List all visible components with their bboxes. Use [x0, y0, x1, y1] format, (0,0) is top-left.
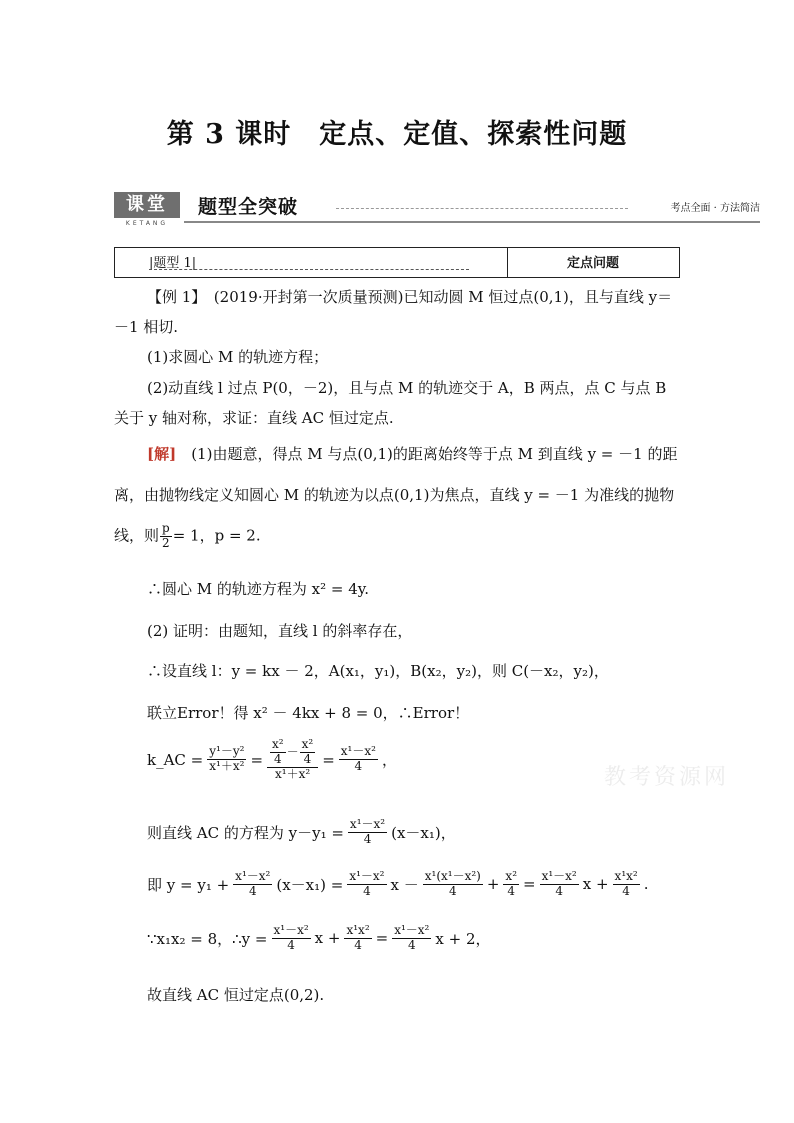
fraction-numerator: x¹x² — [614, 869, 638, 883]
fraction-numerator: x² — [272, 737, 284, 751]
fraction-p-over-2 — [160, 522, 172, 551]
since-equation — [147, 924, 490, 953]
fraction-denominator: 4 — [507, 883, 516, 898]
slope-fraction-1 — [207, 745, 246, 774]
example-line-2: －1 相切. — [114, 318, 179, 336]
fraction-numerator: x¹－x² — [235, 869, 271, 883]
slope-fraction-3 — [339, 745, 378, 774]
fraction-numerator: x¹－x² — [340, 744, 376, 759]
fraction-numerator: x¹(x¹－x²) — [424, 869, 481, 883]
watermark: 教考资源网 — [604, 765, 730, 790]
since-fraction-3 — [392, 924, 431, 953]
fraction-numerator: x¹－x² — [273, 923, 309, 937]
expand-fraction-6 — [613, 870, 640, 899]
solution-text-1: (1)由题意，得点 M 与点(0,1)的距离始终等于点 M 到直线 y = －1 的距 — [176, 445, 678, 463]
expand-fraction-5 — [540, 870, 579, 899]
since-fraction-1 — [272, 924, 311, 953]
fraction-numerator: p — [162, 521, 170, 535]
since-text-b: x + — [314, 929, 341, 948]
solution-line-1 — [147, 443, 677, 464]
topic-label: |题型 1| — [149, 256, 197, 271]
line-ac-equation — [147, 818, 456, 847]
solution-text-3-pre: 线，则 — [114, 526, 160, 545]
page-title: 第 3 课时 定点、定值、探索性问题 — [166, 119, 628, 150]
solution-conclusion: 故直线 AC 恒过定点(0,2). — [147, 986, 325, 1004]
fraction-denominator: 4 — [363, 883, 371, 898]
expand-text-d: + — [486, 875, 500, 894]
fraction-denominator: 2 — [162, 535, 170, 550]
fraction-numerator: x¹－x² — [349, 869, 385, 883]
fraction-numerator: x² — [301, 737, 314, 751]
solution-line-2: 离，由抛物线定义知圆心 M 的轨迹为以点(0,1)为焦点，直线 y = －1 为准线的抛物 — [114, 486, 675, 504]
since-text-a: ∵x₁x₂ = 8，∴y = — [147, 929, 268, 948]
fraction-numerator: x¹x² — [346, 923, 370, 937]
example-question-2: (2)动直线 l 过点 P(0，－2)，且与点 M 的轨迹交于 A，B 两点，点 C 与点 B — [147, 379, 667, 397]
expand-text-e: = — [523, 875, 536, 894]
fraction-denominator: 4 — [273, 751, 282, 766]
solution-line-7: 联立Error！得 x² － 4kx + 8 = 0，∴Error！ — [147, 704, 470, 722]
inner-fraction-b — [300, 738, 316, 767]
line-ac-pre: 则直线 AC 的方程为 y－y₁ = — [147, 823, 344, 842]
solution-tag: [解] — [147, 445, 177, 463]
expand-fraction-4 — [503, 870, 519, 899]
fraction-denominator: 4 — [354, 759, 363, 774]
slope-equation — [147, 738, 397, 781]
expand-text-b: (x－x₁) = — [276, 875, 344, 894]
section-badge-pinyin: KETANG — [125, 220, 169, 227]
solution-line-4: ∴圆心 M 的轨迹方程为 x² = 4y. — [147, 580, 370, 598]
fraction-denominator: x¹＋x² — [209, 759, 245, 774]
since-text-d: x + 2， — [435, 929, 491, 948]
section-title: 题型全突破 — [198, 196, 299, 218]
inner-fraction-a — [270, 738, 286, 767]
topic-header-box — [114, 247, 680, 278]
topic-name: 定点问题 — [566, 256, 619, 271]
since-text-c: = — [375, 929, 389, 948]
fraction-numerator: x² — [505, 869, 517, 883]
since-fraction-2 — [344, 924, 371, 953]
fraction-denominator: 4 — [287, 937, 295, 952]
fraction-numerator: y¹－y² — [209, 744, 245, 759]
fraction-numerator: x¹－x² — [349, 817, 386, 831]
expand-text-a: 即 y = y₁ + — [147, 875, 230, 894]
solution-line-3 — [114, 522, 261, 551]
line-ac-post: (x－x₁)， — [391, 823, 456, 842]
line-ac-fraction — [348, 818, 387, 847]
fraction-denominator: x¹＋x² — [275, 766, 311, 781]
solution-line-5: (2) 证明：由题知，直线 l 的斜率存在， — [147, 622, 413, 640]
example-line-1: 【例 1】 (2019·开封第一次质量预测)已知动圆 M 恒过点(0,1)，且与直线 y＝ — [147, 288, 673, 306]
expanded-equation — [147, 870, 648, 899]
expand-fraction-3 — [423, 870, 483, 899]
banner-underline — [184, 221, 760, 223]
slope-lead: k_AC = — [147, 750, 204, 769]
fraction-denominator: 4 — [354, 937, 362, 952]
fraction-denominator: 4 — [555, 883, 563, 898]
expand-fraction-2 — [347, 870, 386, 899]
banner-divider — [336, 208, 628, 209]
solution-text-3-post: = 1，p = 2. — [172, 526, 261, 545]
period: . — [643, 875, 649, 894]
solution-line-6: ∴设直线 l：y = kx － 2，A(x₁，y₁)，B(x₂，y₂)，则 C(－x₂，y₂)， — [147, 662, 609, 680]
expand-text-c: x － — [390, 875, 419, 894]
comma: ， — [381, 751, 397, 770]
fraction-denominator: 4 — [303, 751, 312, 766]
section-badge: 课堂 — [114, 192, 180, 218]
fraction-denominator: 4 — [448, 883, 457, 898]
expand-text-f: x + — [582, 875, 609, 894]
example-line-5: 关于 y 轴对称，求证：直线 AC 恒过定点. — [114, 409, 394, 427]
fraction-denominator: 4 — [363, 831, 372, 846]
fraction-numerator: x¹－x² — [541, 869, 577, 883]
section-banner — [114, 188, 764, 228]
fraction-denominator: 4 — [407, 937, 416, 952]
fraction-denominator: 4 — [248, 883, 257, 898]
expand-fraction-1 — [233, 870, 272, 899]
fraction-denominator: 4 — [622, 883, 630, 898]
example-question-1: (1)求圆心 M 的轨迹方程； — [147, 348, 329, 366]
equals-sign: = — [322, 750, 335, 769]
compound-numerator — [267, 738, 318, 768]
fraction-numerator: x¹－x² — [394, 923, 430, 937]
topic-dash-line — [149, 269, 469, 270]
minus-sign: － — [286, 744, 299, 759]
equals-sign: = — [250, 750, 264, 769]
section-tagline: 考点全面 · 方法简洁 — [670, 203, 760, 214]
slope-fraction-2 — [267, 738, 318, 781]
